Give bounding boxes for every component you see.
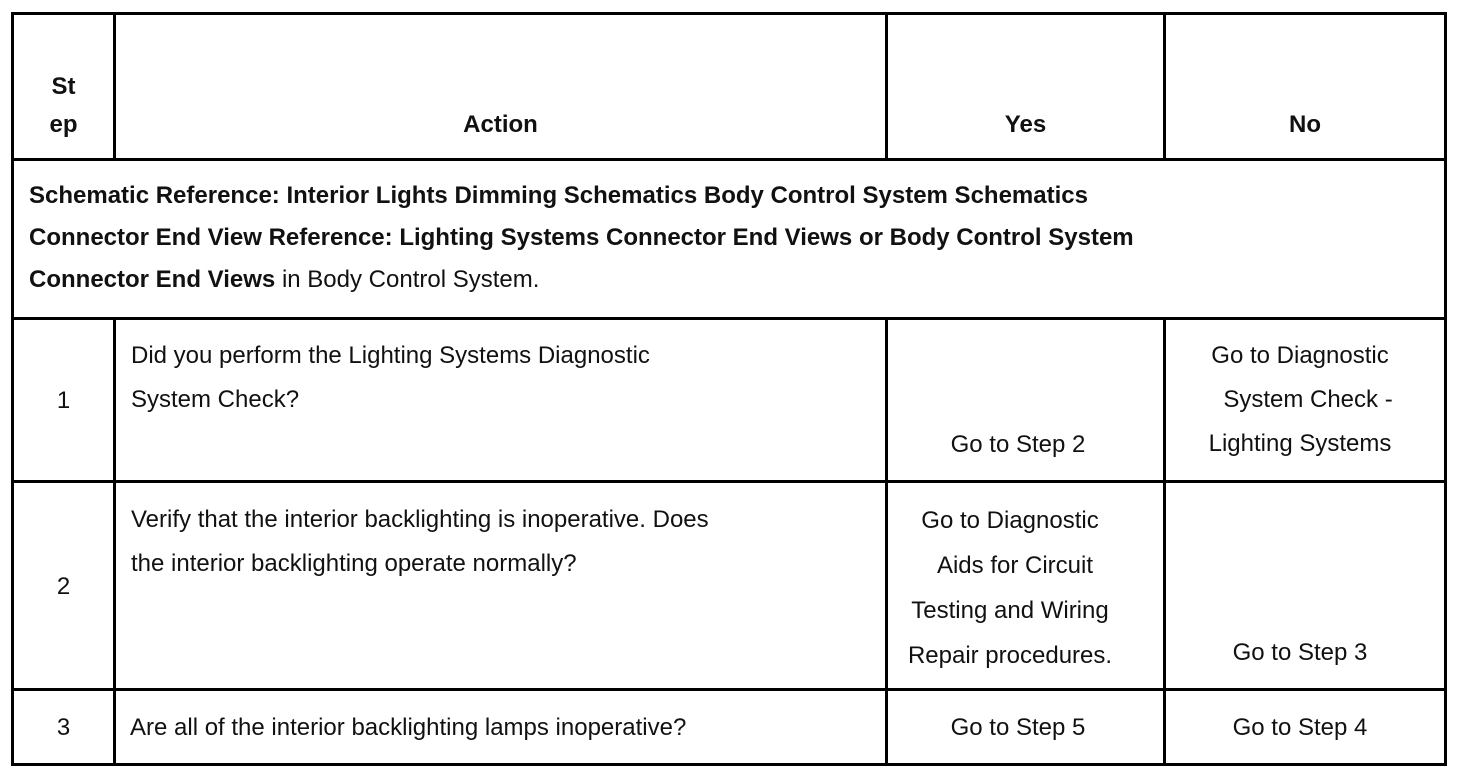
row1-no-line2: System Check - <box>1223 386 1393 413</box>
header-step <box>14 68 113 144</box>
reference-line-1: Schematic Reference: Interior Lights Dimming Schematics Body Control System Schematics <box>29 182 1088 209</box>
table-border-right <box>1444 12 1447 766</box>
row2-no: Go to Step 3 <box>1232 639 1368 666</box>
row3-action: Are all of the interior backlighting lamps inoperative? <box>130 714 687 741</box>
row2-action-line1: Verify that the interior backlighting is inoperative. Does <box>131 506 709 533</box>
reference-line-3 <box>29 259 1429 301</box>
header-step-line2: ep <box>49 111 78 138</box>
row2-step: 2 <box>56 573 71 600</box>
row1-action-line2: System Check? <box>131 386 300 413</box>
diagnostic-table <box>11 12 1447 766</box>
reference-line-2: Connector End View Reference: Lighting Systems Connector End Views or Body Control System <box>29 224 1134 251</box>
row1-yes: Go to Step 2 <box>950 431 1086 458</box>
row1-divider <box>11 480 1447 483</box>
row2-yes <box>888 498 1132 678</box>
row1-step: 1 <box>56 387 71 414</box>
row3-step: 3 <box>56 714 71 741</box>
header-step-line1: St <box>51 73 76 100</box>
reference-line-3-normal: in Body Control System. <box>275 266 540 293</box>
table-border-bottom <box>11 763 1447 766</box>
row2-action-line2: the interior backlighting operate normally? <box>131 550 577 577</box>
col-divider-step <box>113 317 116 766</box>
row1-action-line1: Did you perform the Lighting Systems Diagnostic <box>131 342 650 369</box>
table-border-top <box>11 12 1447 15</box>
row2-yes-line1: Go to Diagnostic <box>921 507 1099 534</box>
reference-divider <box>11 317 1447 320</box>
schematic-reference <box>29 175 1429 301</box>
row1-no-line1: Go to Diagnostic <box>1211 342 1389 369</box>
row1-action <box>131 334 871 422</box>
row1-no <box>1166 334 1434 466</box>
row3-no: Go to Step 4 <box>1232 714 1368 741</box>
header-divider <box>11 158 1447 161</box>
row2-action <box>131 498 871 586</box>
reference-line-3-bold: Connector End Views <box>29 266 276 293</box>
row3-yes: Go to Step 5 <box>950 714 1086 741</box>
row1-no-line3: Lighting Systems <box>1208 430 1392 457</box>
row2-yes-line4: Repair procedures. <box>907 642 1113 669</box>
header-yes: Yes <box>1004 111 1047 138</box>
header-action: Action <box>463 111 538 138</box>
row2-divider <box>11 688 1447 691</box>
header-no: No <box>1289 111 1321 138</box>
row2-yes-line3: Testing and Wiring <box>911 597 1109 624</box>
row2-yes-line2: Aids for Circuit <box>936 552 1094 579</box>
